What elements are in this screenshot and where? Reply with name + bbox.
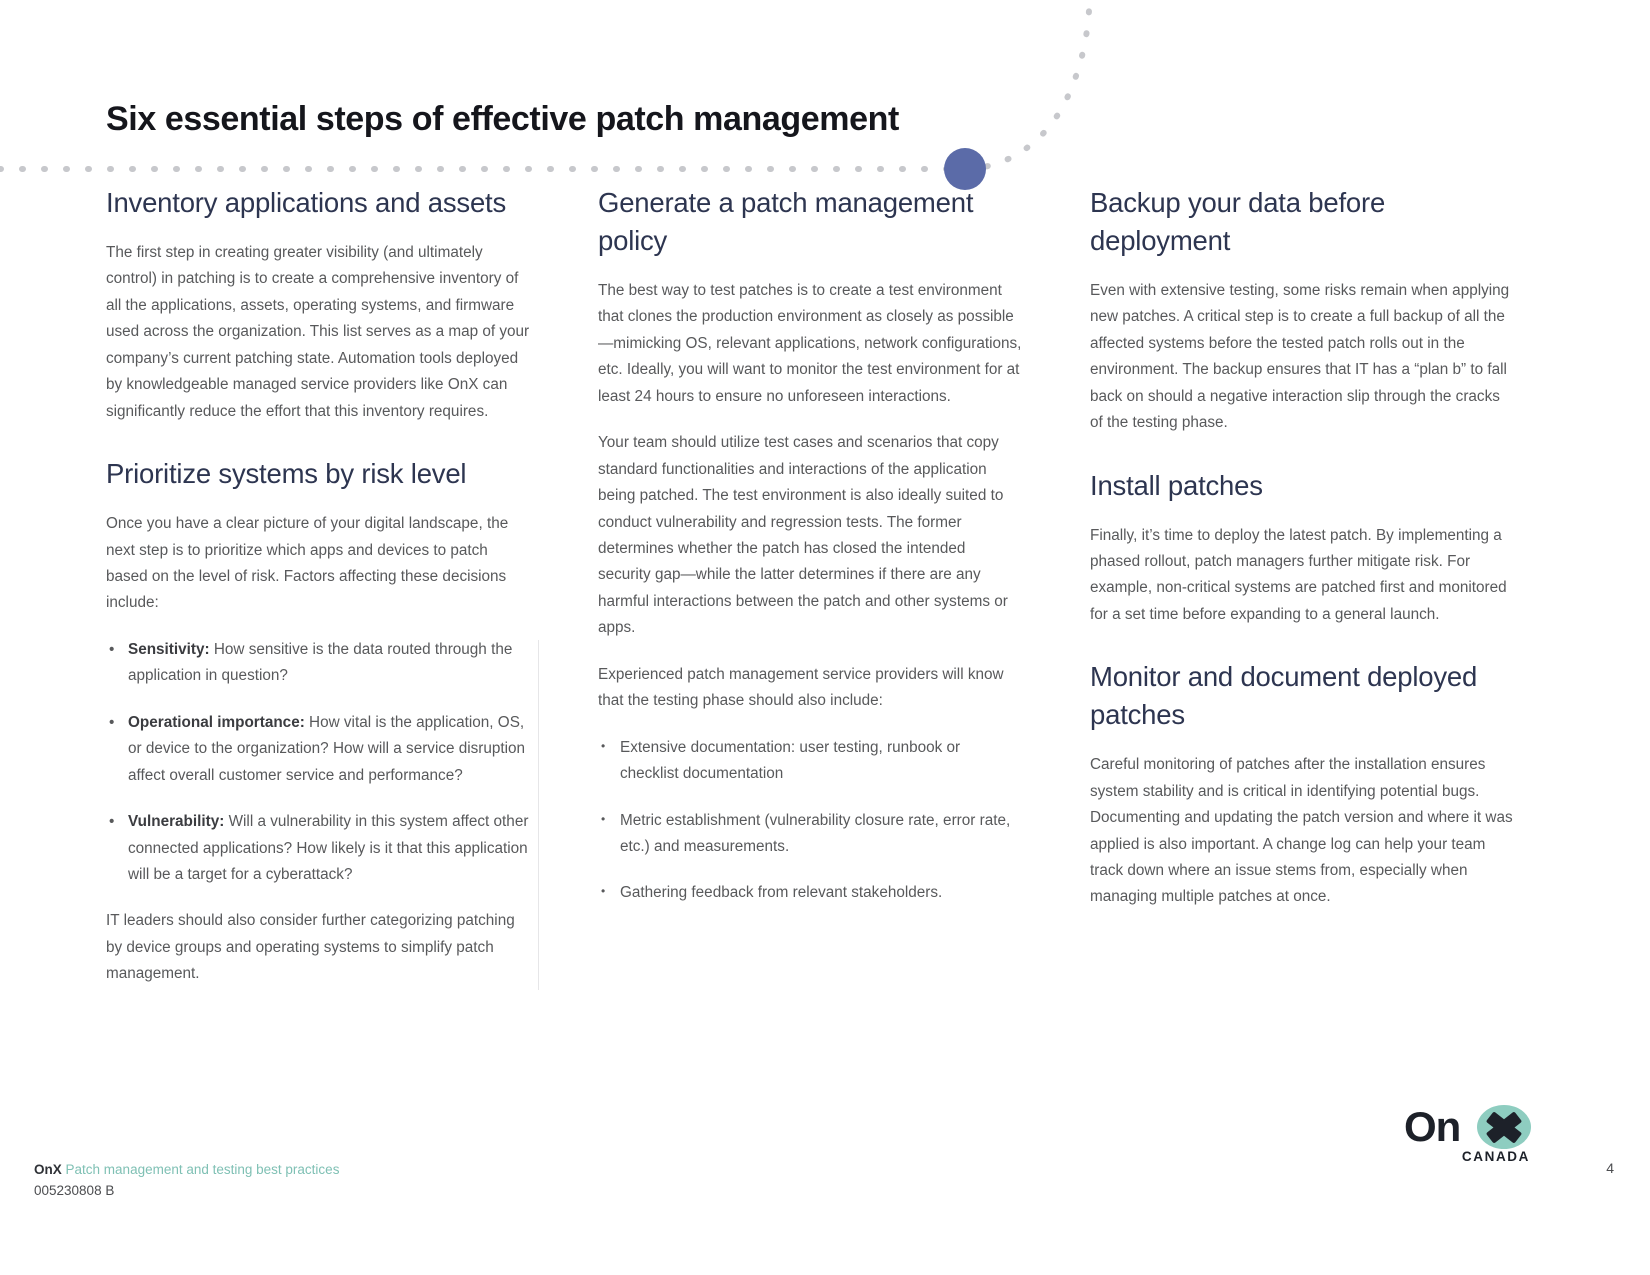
bullet-text: How sensitive is the data routed through the application in question? (128, 640, 513, 685)
section-heading-generate-a-patch-management-policy: Generate a patch management policy (598, 187, 974, 256)
list-item (598, 735, 1022, 788)
section-heading-backup-your-data-before-deployment: Backup your data before deployment (1090, 187, 1386, 256)
svg-text:On: On (1404, 1105, 1461, 1150)
paragraph-monitor-documenting: Careful monitoring of patches after the installation ensures system stability and is critical in identifying potential bugs. Documenting and updating the patch version and where it was applied is also important. A change log can help your team track down where an issue stems from, especially when managing multiple patches at once. (1090, 756, 1513, 906)
bullet-marker-icon: • (109, 640, 115, 658)
bullet-marker-icon: • (601, 884, 606, 899)
page-number: 4 (1606, 1160, 1614, 1176)
column-2 (598, 184, 1022, 988)
bullet-text: Metric establishment (vulnerability closure rate, error rate, etc.) and measurements. (620, 811, 1011, 856)
bullet-text: How vital is the application, OS, or device to the organization? How will a service disruption affect overall customer service and performance? (128, 713, 526, 784)
paragraph-inventory-intro: The first step in creating greater visibility (and ultimately control) in patching is to create a comprehensive inventory of all the applications, assets, operating systems, and firmware used across the organization. This list serves as a map of your company’s current patching state. Automation tools deployed by knowledgeable managed service providers like OnX can significantly reduce the effort that this inventory requires. (106, 243, 530, 420)
bullet-marker-icon: • (601, 738, 606, 753)
section-heading-install-patches: Install patches (1090, 469, 1263, 501)
bullet-marker-icon: • (109, 813, 115, 831)
column-1 (106, 184, 530, 988)
bullet-lead: Operational importance: (128, 713, 305, 731)
section-heading-prioritize-systems-by-risk-level: Prioritize systems by risk level (106, 458, 467, 490)
section-heading-monitor-and-document-deployed-patches: Monitor and document deployed patches (1090, 661, 1478, 731)
paragraph-install-phased-rollout: Finally, it’s time to deploy the latest patch. By implementing a phased rollout, patch managers further mitigate risk. For example, non-critical systems are patched first and monitored for a set time before expanding to a general launch. (1090, 526, 1507, 623)
page-footer (34, 1160, 1614, 1202)
list-item (598, 880, 1022, 906)
page-title: Six essential steps of effective patch management (106, 100, 899, 138)
paragraph-it-leaders-categorizing: IT leaders should also consider further categorizing patching by device groups and operating systems to simplify patch management. (106, 912, 515, 983)
testing-phase-bullet-list (598, 735, 1022, 907)
bullet-marker-icon: • (109, 713, 115, 731)
list-item (106, 637, 530, 690)
paragraph-test-environment: The best way to test patches is to create a test environment that clones the production environment as closely as possible—mimicking OS, relevant applications, network configurations, etc. Ideally, you will want to monitor the test environment for at least 24 hours to ensure no unforeseen interactions. (598, 281, 1022, 405)
column-3 (1090, 184, 1514, 988)
bullet-text: Gathering feedback from relevant stakeholders. (620, 884, 943, 902)
paragraph-test-cases: Your team should utilize test cases and scenarios that copy standard functionalities and interactions of the application being patched. The test environment is also ideally suited to conduct vulnerability and regression tests. The former determines whether the patch has closed the intended security gap—while the latter determines if there are any harmful interactions between the patch and other systems or apps. (598, 434, 1008, 637)
footer-brand: OnX (34, 1162, 62, 1177)
section-heading-inventory-applications-and-assets: Inventory applications and assets (106, 187, 507, 218)
content-columns (106, 184, 1518, 988)
logo-country-label: CANADA (1461, 1149, 1530, 1164)
bullet-marker-icon: • (601, 811, 606, 826)
list-item (598, 808, 1022, 861)
list-item (106, 710, 530, 789)
bullet-text: Will a vulnerability in this system affect other connected applications? How likely is it that this application will be a target for a cyberattack? (128, 813, 529, 884)
onx-canada-logo (1404, 1105, 1534, 1164)
risk-factor-bullet-list (106, 637, 530, 889)
onx-wordmark-icon (1404, 1105, 1534, 1153)
bullet-lead: Vulnerability: (128, 813, 225, 831)
bullet-lead: Sensitivity: (128, 640, 210, 658)
logo-mark (1404, 1105, 1534, 1153)
paragraph-prioritize-intro: Once you have a clear picture of your digital landscape, the next step is to prioritize which apps and devices to patch based on the level of risk. Factors affecting these decisions include: (106, 515, 509, 612)
list-item (106, 809, 530, 888)
paragraph-backup-risks: Even with extensive testing, some risks remain when applying new patches. A critical step is to create a full backup of all the affected systems before the tested patch rolls out in the environment. The backup ensures that IT has a “plan b” to fall back on should a negative interaction slip through the cracks of the testing phase. (1090, 281, 1510, 432)
footer-document-title: Patch management and testing best practices (65, 1162, 340, 1177)
footer-document-code: 005230808 B (34, 1182, 115, 1198)
bullet-text: Extensive documentation: user testing, runbook or checklist documentation (620, 738, 961, 783)
footer-document-line (34, 1160, 1614, 1181)
paragraph-testing-phase-include: Experienced patch management service providers will know that the testing phase should also include: (598, 665, 1004, 710)
